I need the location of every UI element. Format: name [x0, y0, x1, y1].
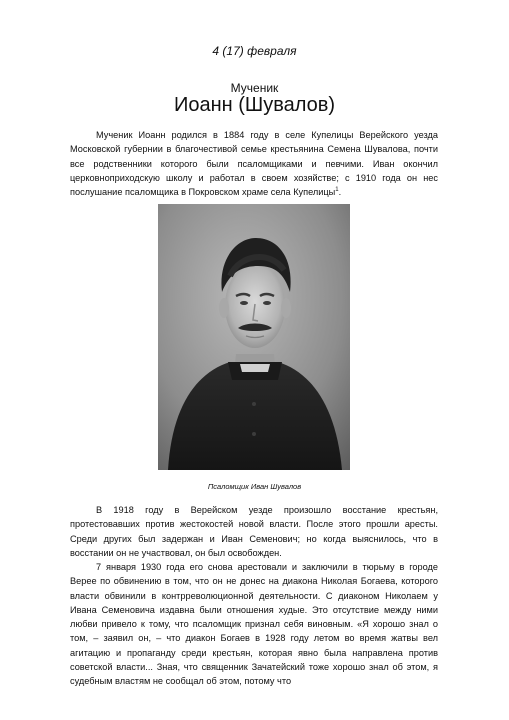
paragraph-arrest: 7 января 1930 года его снова арестовали и заключили в тюрьму в городе Верее по обвинению в том, что он не донес на диакона Николая Богаева, которого власти обвинили в контрреволюционной деятельности. С диаконом Николаем у Ивана Семеновича издавна были отношения худые. Это отсутствие между ними любви привело к тому, что псаломщик признал себя виновным. «Я хорошо знал о том, – заявил он, – что диакон Богаев в 1928 году летом во время жатвы вел агитацию и пропаганду среди крестьян, которая явно была направлена против советской власти... Зная, что священник Зачатейский тоже хорошо знал об этом, я судебным властям не сообщал об этом, потому что	[70, 562, 438, 687]
footnote-marker[interactable]: 1	[335, 187, 339, 194]
paragraph-biography	[70, 128, 438, 199]
feast-date: 4 (17) февраля	[212, 44, 297, 58]
photo-caption: Псаломщик Иван Шувалов	[207, 482, 302, 491]
paragraph-uprising: В 1918 году в Верейском уезде произошло восстание крестьян, протестовавших против жестокостей новой власти. После этого прошли аресты. Среди других был задержан и Иван Семенович; но когда выяснилось, что в восстании он не участвовал, он был освобожден.	[70, 505, 438, 558]
paragraph-biography-text: Мученик Иоанн родился в 1884 году в селе Купелицы Верейского уезда Московской губернии в благочестивой семье крестьянина Семена Шувалова, почти все родственники которого были псаломщиками и певчими. Иван окончил церковноприходскую школу и работал в своем хозяйстве; с 1910 года он нес послушание псаломщика в Покровском храме села Купелицы	[70, 130, 438, 198]
saint-rank: Мученик	[230, 81, 279, 95]
saint-name-title: Иоанн (Шувалов)	[173, 94, 336, 116]
paragraph-biography-end: .	[338, 187, 342, 198]
portrait-photo	[158, 204, 350, 470]
